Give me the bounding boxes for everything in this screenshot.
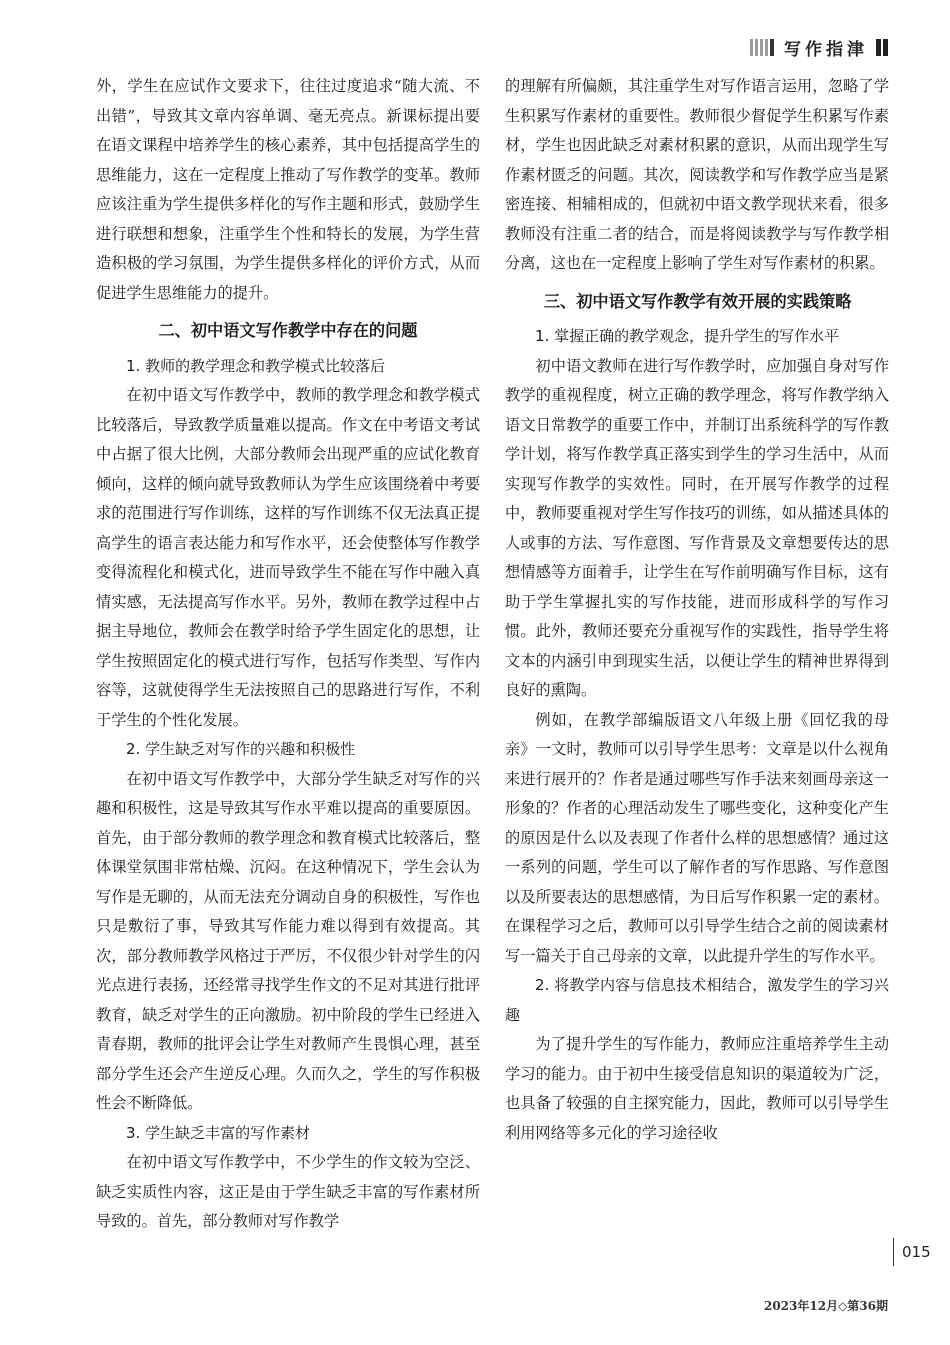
section-heading: 二、初中语文写作教学中存在的问题 (158, 321, 418, 340)
paragraph: 初中语文教师在进行写作教学时，应加强自身对写作教学的重视程度，树立正确的教学理念，将写作教学纳入语文日常教学的重要工作中，并制订出系统科学的写作教学计划，将写作教学真正落实到学生的学习生活中，从而实现写作教学的实效性。同时，在开展写作教学的过程中，教师要重视对学生写作技巧的训练，如从描述具体的人或事的方法、写作意图、写作背景及文章想要传达的思想情感等方面着手，让学生在写作前明确写作目标，这有助于学生掌握扎实的写作技能，进而形成科学的写作习惯。此外，教师还要充分重视写作的实践性，指导学生将文本的内涵引申到现实生活，以便让学生的精神世界得到良好的熏陶。 (505, 356, 889, 699)
page-number: 015 (893, 1238, 931, 1266)
subsection-heading: 1. 教师的教学理念和教学模式比较落后 (126, 356, 386, 375)
paragraph: 外，学生在应试作文要求下，往往过度追求“随大流、不出错”，导致其文章内容单调、毫无亮点。新课标提出要在语文课程中培养学生的核心素养，其中包括提高学生的思维能力，这在一定程度上推动了写作教学的变革。教师应该注重为学生提供多样化的写作主题和形式，鼓励学生进行联想和想象，注重学生个性和特长的发展，为学生营造积极的学习氛围，为学生提供多样化的评价方式，从而促进学生思维能力的提升。 (96, 77, 480, 302)
header-decoration-end (874, 39, 888, 56)
subsection-heading: 1. 掌握正确的教学观念，提升学生的写作水平 (535, 327, 840, 345)
paragraph: 在初中语文写作教学中，不少学生的作文较为空泛、缺乏实质性内容，这正是由于学生缺乏丰富的写作素材所导致的。首先，部分教师对写作教学 (96, 1153, 480, 1230)
running-header (750, 34, 888, 60)
subsection-heading: 3. 学生缺乏丰富的写作素材 (126, 1123, 311, 1142)
header-decoration-bars (750, 39, 776, 56)
subsection-heading: 2. 学生缺乏对写作的兴趣和积极性 (126, 740, 356, 758)
paragraph: 为了提升学生的写作能力，教师应注重培养学生主动学习的能力。由于初中生接受信息知识的渠道较为广泛，也具备了较强的自主探究能力，因此，教师可以引导学生利用网络等多元化的学习途径收 (505, 1035, 889, 1142)
section-heading: 三、初中语文写作教学有效开展的实践策略 (543, 291, 852, 311)
paragraph: 在初中语文写作教学中，教师的教学理念和教学模式比较落后，导致教学质量难以提高。作文在中考语文考试中占据了很大比例，大部分教师会出现严重的应试化教育倾向，这样的倾向就导致教师认为学生应该围绕着中考要求的范围进行写作训练，这样的写作训练不仅无法真正提高学生的语言表达能力和写作水平，还会使整体写作教学变得流程化和模式化，进而导致学生不能在写作中融入真情实感，无法提高写作水平。另外，教师在教学过程中占据主导地位，教师会在教学时给予学生固定化的思想，让学生按照固定化的模式进行写作，包括写作类型、写作内容等，这就使得学生无法按照自己的思路进行写作，不利于学生的个性化发展。 (96, 386, 480, 729)
subsection-heading: 2. 将教学内容与信息技术相结合，激发学生的学习兴趣 (505, 976, 889, 1024)
left-column (96, 72, 480, 1237)
paragraph: 在初中语文写作教学中，大部分学生缺乏对写作的兴趣和积极性，这是导致其写作水平难以提高的重要原因。首先，由于部分教师的教学理念和教育模式比较落后，整体课堂氛围非常枯燥、沉闷。在这种情况下，学生会认为写作是无聊的，从而无法充分调动自身的积极性，写作也只是敷衍了事，导致其写作能力难以得到有效提高。其次，部分教师教学风格过于严厉，不仅很少针对学生的闪光点进行表扬，还经常寻找学生作文的不足对其进行批评教育，缺乏对学生的正向激励。初中阶段的学生已经进入青春期，教师的批评会让学生对教师产生畏惧心理，甚至部分学生还会产生逆反心理。久而久之，学生的写作积极性会不断降低。 (96, 769, 480, 1112)
paragraph: 例如，在教学部编版语文八年级上册《回忆我的母亲》一文时，教师可以引导学生思考：文章是以什么视角来进行展开的？作者是通过哪些写作手法来刻画母亲这一形象的？作者的心理活动发生了哪些变化，这种变化产生的原因是什么以及表现了作者什么样的思想感情？通过这一系列的问题，学生可以了解作者的写作思路、写作意图以及所要表达的思想感情，为日后写作积累一定的素材。在课程学习之后，教师可以引导学生结合之前的阅读素材写一篇关于自己母亲的文章，以此提升学生的写作水平。 (505, 710, 889, 965)
section-title: 写作指津 (784, 39, 868, 60)
issue-info: 2023年12月◇第36期 (763, 1299, 888, 1313)
paragraph: 的理解有所偏颇，其注重学生对写作语言运用，忽略了学生积累写作素材的重要性。教师很少督促学生积累写作素材，学生也因此缺乏对素材积累的意识，从而出现学生写作素材匮乏的问题。其次，阅读教学和写作教学应当是紧密连接、相辅相成的，但就初中语文教学现状来看，很多教师没有注重二者的结合，而是将阅读教学与写作教学相分离，这也在一定程度上影响了学生对写作素材的积累。 (505, 77, 889, 272)
right-column (505, 72, 889, 1148)
